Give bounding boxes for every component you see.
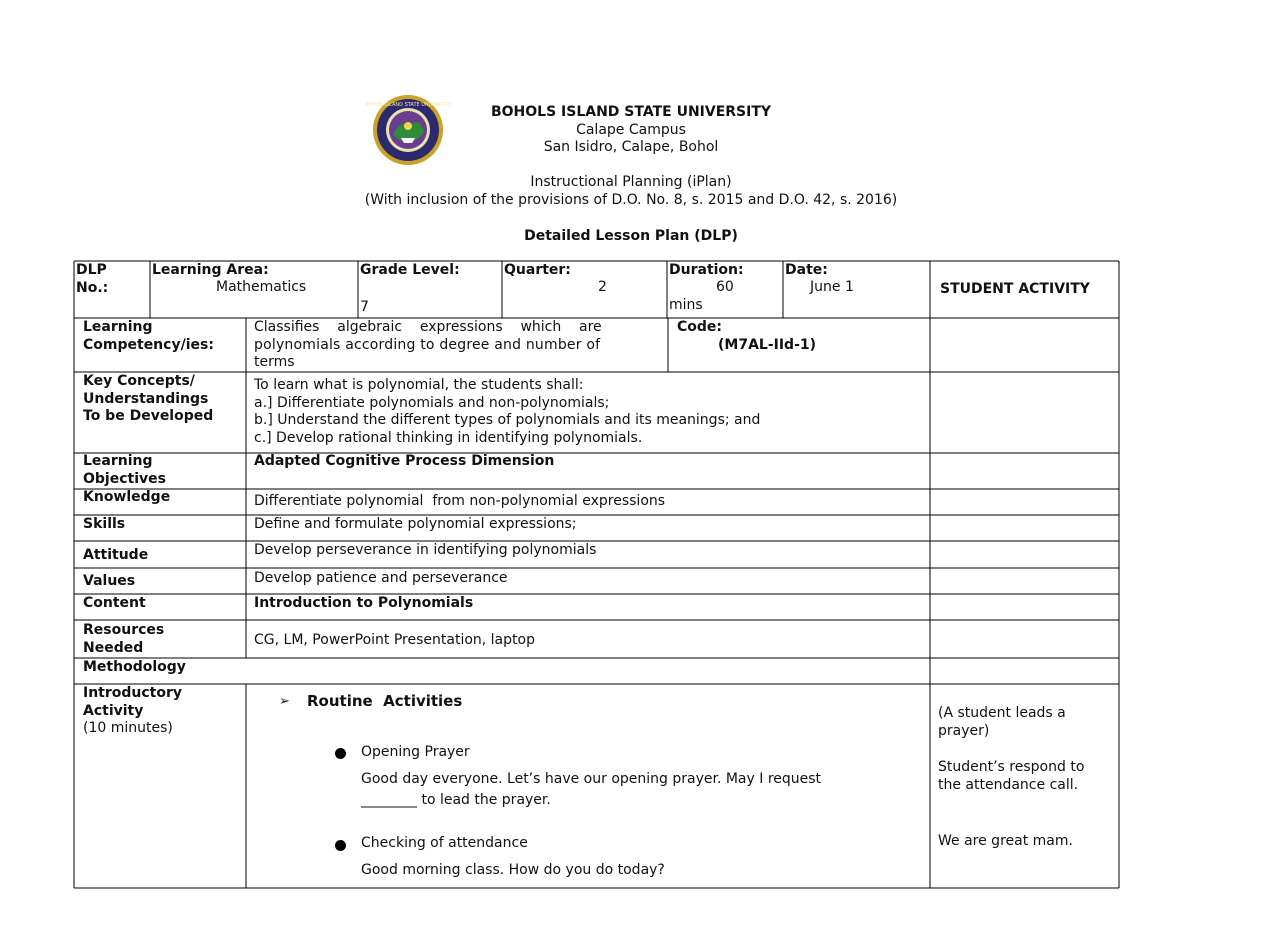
attendance-text: Good morning class. How do you do today? bbox=[361, 862, 665, 878]
knowledge-value: Differentiate polynomial from non-polynomial expressions bbox=[254, 493, 666, 509]
plan-note: (With inclusion of the provisions of D.O. No. 8, s. 2015 and D.O. 42, s. 2016) bbox=[364, 192, 898, 208]
opening-prayer-title: Opening Prayer bbox=[361, 744, 470, 760]
opening-prayer-text: Good day everyone. Let’s have our opening prayer. May I request ________ to lead the prayer. bbox=[361, 771, 822, 808]
code-label: Code: bbox=[677, 319, 723, 335]
student-activity-header: STUDENT ACTIVITY bbox=[940, 281, 1090, 297]
resources-label: Resources Needed bbox=[83, 622, 165, 656]
key-concept-item: c.] Develop rational thinking in identifying polynomials. bbox=[254, 429, 643, 446]
student-activity-prayer: (A student leads a prayer) bbox=[938, 705, 1066, 739]
attitude-label: Attitude bbox=[83, 547, 149, 563]
dlp-label: DLP No.: bbox=[76, 262, 109, 296]
routine-activities-title: Routine Activities bbox=[307, 692, 463, 710]
values-label: Values bbox=[83, 573, 136, 589]
seal-lettering: BOHOL ISLAND STATE UNIVERSITY bbox=[365, 102, 451, 108]
methodology-label: Methodology bbox=[83, 659, 186, 675]
attitude-value: Develop perseverance in identifying polynomials bbox=[254, 542, 597, 558]
skills-value: Define and formulate polynomial expressions; bbox=[254, 516, 577, 532]
university-name: BOHOLS ISLAND STATE UNIVERSITY bbox=[490, 104, 772, 120]
grade-level-value: 7 bbox=[360, 299, 369, 315]
student-activity-attendance: Student’s respond to the attendance call. bbox=[938, 759, 1085, 793]
grade-level-label: Grade Level: bbox=[360, 262, 460, 278]
duration-value: 60 bbox=[716, 279, 734, 295]
knowledge-label: Knowledge bbox=[83, 489, 171, 505]
learning-objectives-label: Learning Objectives bbox=[83, 453, 166, 487]
learning-area-value: Mathematics bbox=[216, 279, 307, 295]
campus-name: Calape Campus bbox=[576, 122, 686, 138]
learning-area-label: Learning Area: bbox=[152, 262, 269, 278]
key-concept-item: To learn what is polynomial, the students shall: bbox=[254, 377, 584, 393]
skills-label: Skills bbox=[83, 516, 126, 532]
code-value: (M7AL-IId-1) bbox=[718, 337, 817, 353]
duration-unit: mins bbox=[669, 297, 703, 313]
introductory-activity-label: Introductory Activity (10 minutes) bbox=[83, 685, 183, 736]
content-label: Content bbox=[83, 595, 146, 611]
resources-value: CG, LM, PowerPoint Presentation, laptop bbox=[254, 632, 535, 648]
competency-label: Learning Competency/ies: bbox=[83, 319, 214, 353]
quarter-value: 2 bbox=[598, 279, 607, 295]
key-concepts-list bbox=[254, 377, 760, 447]
duration-label: Duration: bbox=[669, 262, 744, 278]
key-concepts-label: Key Concepts/ Understandings To be Developed bbox=[83, 373, 214, 424]
learning-objectives-value: Adapted Cognitive Process Dimension bbox=[254, 453, 555, 469]
key-concept-item: b.] Understand the different types of polynomials and its meanings; and bbox=[254, 412, 761, 428]
quarter-label: Quarter: bbox=[504, 262, 571, 278]
campus-address: San Isidro, Calape, Bohol bbox=[543, 139, 719, 155]
plan-title: Instructional Planning (iPlan) bbox=[530, 174, 732, 190]
arrow-bullet-icon: ➢ bbox=[279, 694, 290, 709]
document-title: Detailed Lesson Plan (DLP) bbox=[524, 228, 738, 244]
key-concept-item: a.] Differentiate polynomials and non-polynomials; bbox=[254, 394, 610, 411]
content-value: Introduction to Polynomials bbox=[254, 595, 474, 611]
values-value: Develop patience and perseverance bbox=[254, 570, 508, 586]
bullet-dot-icon bbox=[335, 748, 346, 759]
bullet-dot-icon bbox=[335, 840, 346, 851]
date-label: Date: bbox=[785, 262, 828, 278]
student-activity-response: We are great mam. bbox=[938, 833, 1073, 849]
competency-text: Classifies algebraic expressions which are polynomials according to degree and number of terms bbox=[254, 319, 602, 370]
attendance-title: Checking of attendance bbox=[361, 835, 528, 851]
date-value: June 1 bbox=[810, 279, 854, 295]
